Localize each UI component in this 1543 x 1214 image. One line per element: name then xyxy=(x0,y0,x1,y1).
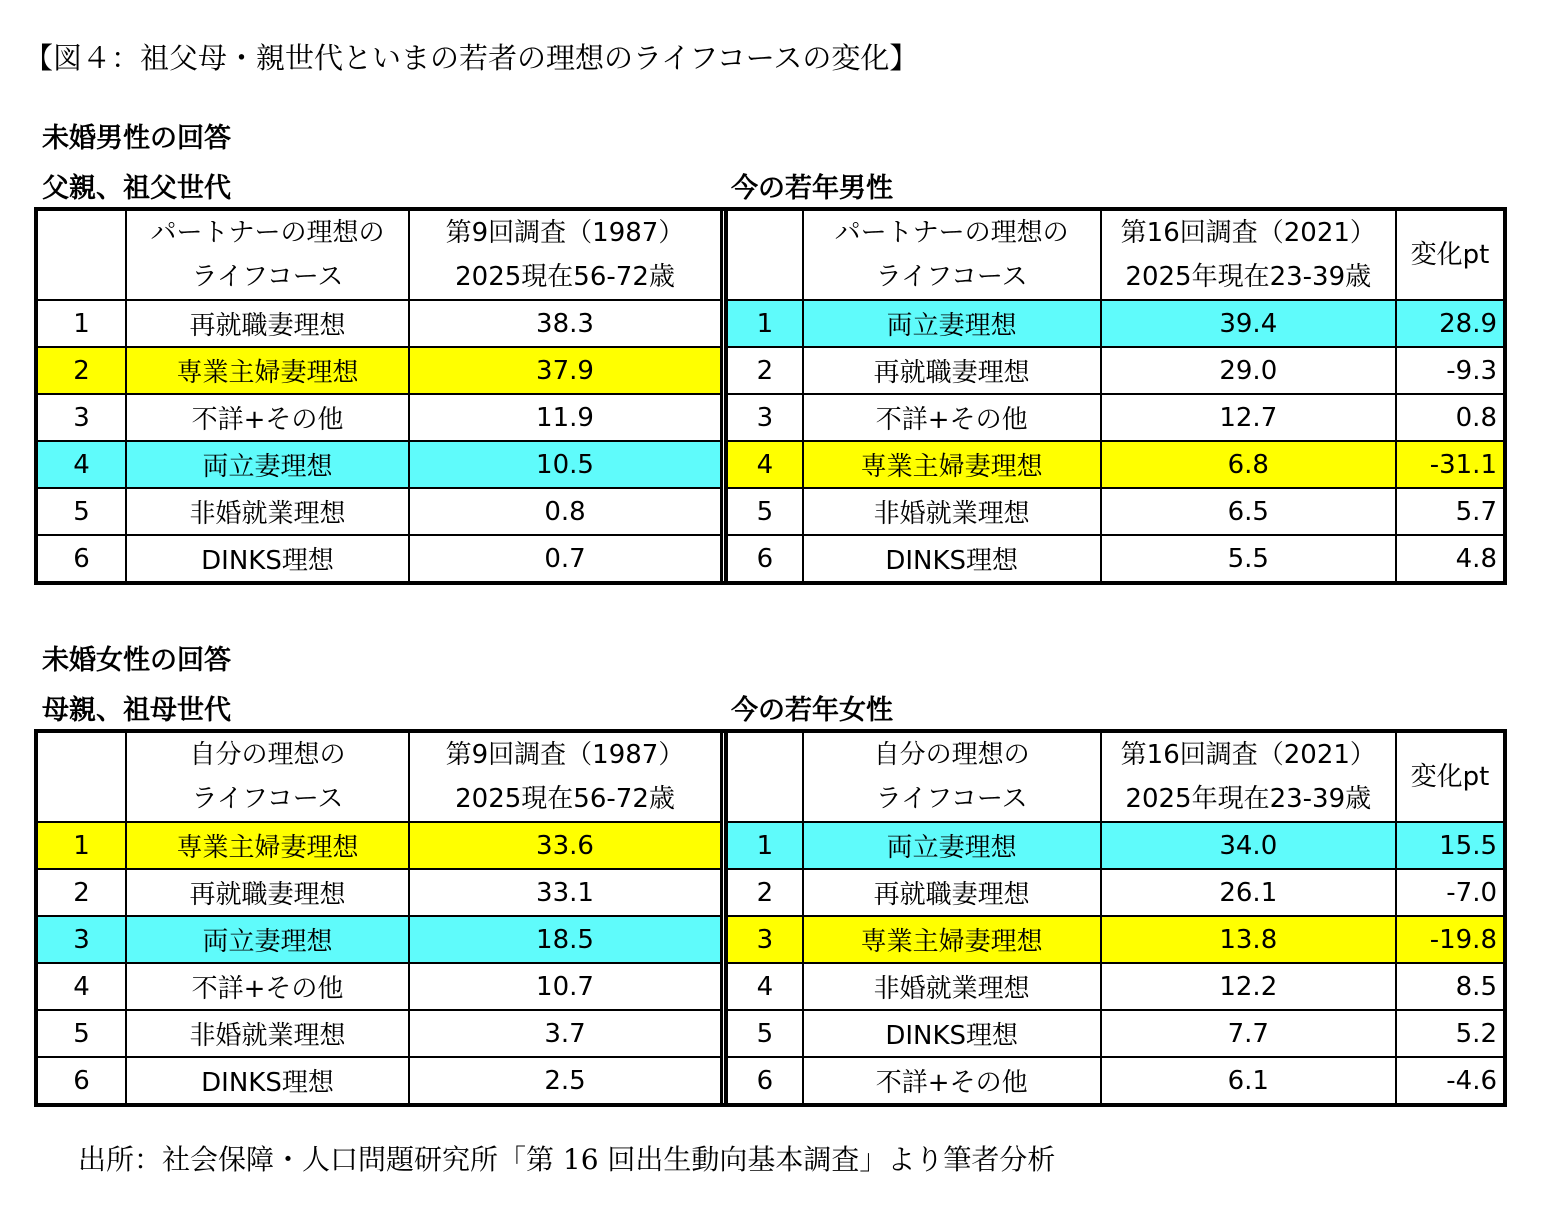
rank-cell: 6 xyxy=(727,535,803,581)
table-row xyxy=(38,347,721,394)
change-cell: 5.7 xyxy=(1396,488,1503,535)
rank-cell: 2 xyxy=(38,869,126,916)
change-cell: -31.1 xyxy=(1396,441,1503,488)
course-cell: 専業主婦妻理想 xyxy=(126,347,409,394)
value-cell: 11.9 xyxy=(409,394,721,441)
change-cell: 0.8 xyxy=(1396,394,1503,441)
survey-header-label: 第16回調査（2021） 2025年現在23-39歳 xyxy=(1120,740,1376,814)
rank-cell: 5 xyxy=(727,488,803,535)
rank-cell: 5 xyxy=(38,488,126,535)
change-header: 変化pt xyxy=(1396,733,1503,822)
survey-header xyxy=(409,211,721,300)
table-row xyxy=(38,441,721,488)
course-header-label: 自分の理想の ライフコース xyxy=(189,740,346,814)
course-cell: 不詳+その他 xyxy=(803,1057,1101,1103)
value-cell: 29.0 xyxy=(1101,347,1397,394)
course-cell: 再就職妻理想 xyxy=(803,869,1101,916)
table-row xyxy=(727,822,1503,869)
change-cell: 4.8 xyxy=(1396,535,1503,581)
change-cell: 5.2 xyxy=(1396,1010,1503,1057)
table-row xyxy=(727,1010,1503,1057)
value-cell: 12.2 xyxy=(1101,963,1397,1010)
value-cell: 37.9 xyxy=(409,347,721,394)
survey-header xyxy=(1101,733,1397,822)
value-cell: 26.1 xyxy=(1101,869,1397,916)
rank-cell: 4 xyxy=(38,441,126,488)
value-cell: 13.8 xyxy=(1101,916,1397,963)
male-right-table xyxy=(726,211,1503,581)
course-header xyxy=(803,211,1101,300)
course-cell: 不詳+その他 xyxy=(126,963,409,1010)
rank-cell: 4 xyxy=(727,963,803,1010)
value-cell: 0.7 xyxy=(409,535,721,581)
rank-cell: 6 xyxy=(727,1057,803,1103)
table-row xyxy=(38,535,721,581)
course-cell: 専業主婦妻理想 xyxy=(803,916,1101,963)
rank-header xyxy=(38,211,126,300)
table-row xyxy=(727,869,1503,916)
female-left-table xyxy=(38,733,722,1103)
course-header xyxy=(126,733,409,822)
figure-title: 【図４：祖父母・親世代といまの若者の理想のライフコースの変化】 xyxy=(24,41,919,75)
table-row xyxy=(727,916,1503,963)
value-cell: 33.1 xyxy=(409,869,721,916)
rank-cell: 3 xyxy=(38,916,126,963)
table-row xyxy=(38,916,721,963)
rank-cell: 1 xyxy=(38,300,126,347)
rank-header xyxy=(38,733,126,822)
rank-cell: 3 xyxy=(727,916,803,963)
course-cell: 両立妻理想 xyxy=(803,300,1101,347)
table-row xyxy=(38,488,721,535)
rank-cell: 3 xyxy=(727,394,803,441)
female-table-panel xyxy=(34,729,1507,1107)
table-row xyxy=(38,1010,721,1057)
survey-header-label: 第9回調査（1987） 2025現在56-72歳 xyxy=(445,740,685,814)
rank-cell: 2 xyxy=(727,869,803,916)
value-cell: 38.3 xyxy=(409,300,721,347)
rank-cell: 5 xyxy=(727,1010,803,1057)
male-right-subtitle: 今の若年男性 xyxy=(731,173,893,204)
value-cell: 12.7 xyxy=(1101,394,1397,441)
rank-cell: 4 xyxy=(38,963,126,1010)
table-row xyxy=(38,869,721,916)
rank-cell: 5 xyxy=(38,1010,126,1057)
change-cell: 28.9 xyxy=(1396,300,1503,347)
value-cell: 10.5 xyxy=(409,441,721,488)
course-cell: 非婚就業理想 xyxy=(126,488,409,535)
course-cell: 再就職妻理想 xyxy=(803,347,1101,394)
course-cell: 不詳+その他 xyxy=(126,394,409,441)
change-cell: -7.0 xyxy=(1396,869,1503,916)
change-cell: -4.6 xyxy=(1396,1057,1503,1103)
table-row xyxy=(38,822,721,869)
rank-cell: 1 xyxy=(727,300,803,347)
course-cell: DINKS理想 xyxy=(803,535,1101,581)
course-header xyxy=(126,211,409,300)
value-cell: 18.5 xyxy=(409,916,721,963)
table-header-row xyxy=(727,211,1503,300)
rank-cell: 2 xyxy=(38,347,126,394)
rank-header xyxy=(727,211,803,300)
change-cell: -19.8 xyxy=(1396,916,1503,963)
female-left-subtitle: 母親、祖母世代 xyxy=(42,695,231,726)
table-row xyxy=(727,347,1503,394)
course-cell: 非婚就業理想 xyxy=(803,488,1101,535)
rank-cell: 1 xyxy=(727,822,803,869)
change-header: 変化pt xyxy=(1396,211,1503,300)
table-row xyxy=(727,300,1503,347)
value-cell: 3.7 xyxy=(409,1010,721,1057)
course-cell: 不詳+その他 xyxy=(803,394,1101,441)
rank-cell: 2 xyxy=(727,347,803,394)
table-row xyxy=(38,1057,721,1103)
table-row xyxy=(38,963,721,1010)
survey-header-label: 第16回調査（2021） 2025年現在23-39歳 xyxy=(1120,218,1376,292)
value-cell: 6.5 xyxy=(1101,488,1397,535)
course-cell: DINKS理想 xyxy=(803,1010,1101,1057)
course-cell: 専業主婦妻理想 xyxy=(126,822,409,869)
rank-cell: 1 xyxy=(38,822,126,869)
table-row xyxy=(727,394,1503,441)
rank-cell: 3 xyxy=(38,394,126,441)
male-table-panel xyxy=(34,207,1507,585)
female-right-subtitle: 今の若年女性 xyxy=(731,695,893,726)
value-cell: 6.1 xyxy=(1101,1057,1397,1103)
value-cell: 10.7 xyxy=(409,963,721,1010)
value-cell: 6.8 xyxy=(1101,441,1397,488)
source-note: 出所：社会保障・人口問題研究所「第 16 回出生動向基本調査」より筆者分析 xyxy=(78,1143,1056,1176)
value-cell: 0.8 xyxy=(409,488,721,535)
value-cell: 34.0 xyxy=(1101,822,1397,869)
table-row xyxy=(727,535,1503,581)
value-cell: 33.6 xyxy=(409,822,721,869)
table-row xyxy=(38,394,721,441)
course-header xyxy=(803,733,1101,822)
course-cell: 再就職妻理想 xyxy=(126,869,409,916)
table-row xyxy=(727,963,1503,1010)
change-cell: 15.5 xyxy=(1396,822,1503,869)
value-cell: 5.5 xyxy=(1101,535,1397,581)
rank-cell: 6 xyxy=(38,535,126,581)
change-cell: 8.5 xyxy=(1396,963,1503,1010)
table-row xyxy=(727,441,1503,488)
value-cell: 2.5 xyxy=(409,1057,721,1103)
value-cell: 39.4 xyxy=(1101,300,1397,347)
rank-cell: 6 xyxy=(38,1057,126,1103)
rank-cell: 4 xyxy=(727,441,803,488)
course-cell: 非婚就業理想 xyxy=(803,963,1101,1010)
course-header-label: 自分の理想の ライフコース xyxy=(873,740,1030,814)
course-header-label: パートナーの理想の ライフコース xyxy=(150,218,385,292)
survey-header-label: 第9回調査（1987） 2025現在56-72歳 xyxy=(445,218,685,292)
male-left-subtitle: 父親、祖父世代 xyxy=(42,173,231,204)
course-cell: 再就職妻理想 xyxy=(126,300,409,347)
course-cell: 非婚就業理想 xyxy=(126,1010,409,1057)
male-left-table xyxy=(38,211,722,581)
female-right-table xyxy=(726,733,1503,1103)
course-cell: DINKS理想 xyxy=(126,535,409,581)
course-cell: 両立妻理想 xyxy=(803,822,1101,869)
table-row xyxy=(38,300,721,347)
course-cell: 専業主婦妻理想 xyxy=(803,441,1101,488)
table-header-row xyxy=(38,733,721,822)
course-cell: 両立妻理想 xyxy=(126,916,409,963)
table-header-row xyxy=(727,733,1503,822)
change-cell: -9.3 xyxy=(1396,347,1503,394)
value-cell: 7.7 xyxy=(1101,1010,1397,1057)
survey-header xyxy=(409,733,721,822)
rank-header xyxy=(727,733,803,822)
female-section-title: 未婚女性の回答 xyxy=(42,645,231,676)
table-row xyxy=(727,1057,1503,1103)
table-row xyxy=(727,488,1503,535)
survey-header xyxy=(1101,211,1397,300)
table-header-row xyxy=(38,211,721,300)
course-cell: 両立妻理想 xyxy=(126,441,409,488)
course-header-label: パートナーの理想の ライフコース xyxy=(834,218,1069,292)
course-cell: DINKS理想 xyxy=(126,1057,409,1103)
male-section-title: 未婚男性の回答 xyxy=(42,123,231,154)
